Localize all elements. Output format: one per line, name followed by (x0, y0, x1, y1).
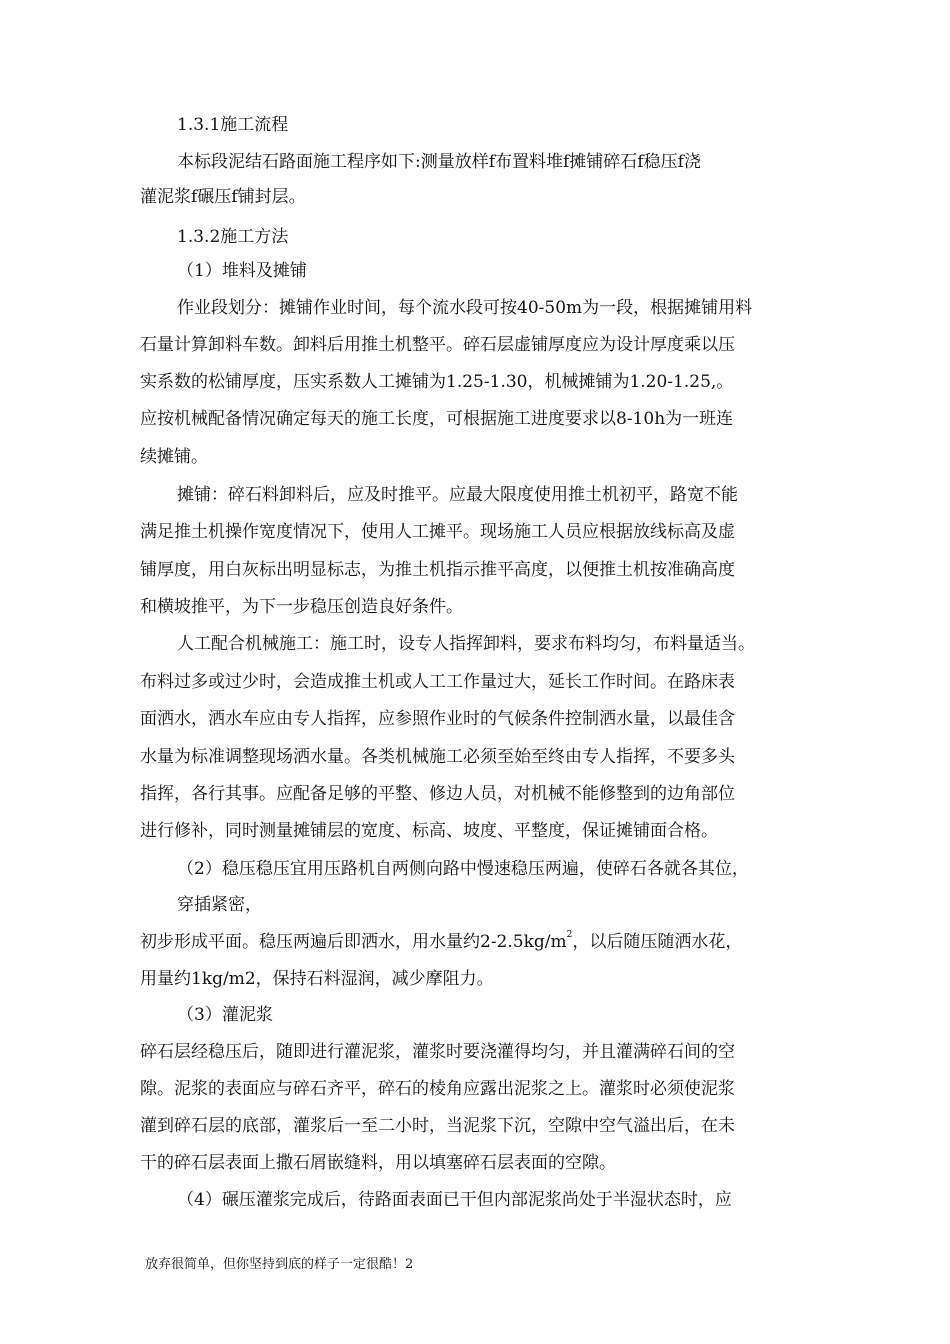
paragraph-line: 灌泥浆f碾压f铺封层。 (140, 187, 306, 207)
paragraph-line: 应按机械配备情况确定每天的施工长度，可根据施工进度要求以8-10h为一班连 (140, 409, 734, 429)
paragraph-line: 本标段泥结石路面施工程序如下:测量放样f布置料堆f摊铺碎石f稳压f浇 (177, 152, 701, 172)
line-text: ，以后随压随洒水花， (572, 932, 743, 952)
paragraph-line: 续摊铺。 (140, 447, 208, 467)
paragraph-line: 碎石层经稳压后，随即进行灌泥浆，灌浆时要浇灌得均匀，并且灌满碎石间的空 (140, 1042, 735, 1062)
paragraph-line: 人工配合机械施工：施工时，设专人指挥卸料，要求布料均匀，布料量适当。 (177, 634, 755, 654)
paragraph-line: 石量计算卸料车数。卸料后用推土机整平。碎石层虚铺厚度应为设计厚度乘以压 (140, 335, 735, 355)
paragraph-line: 进行修补，同时测量摊铺层的宽度、标高、坡度、平整度，保证摊铺面合格。 (140, 821, 718, 841)
line-text: 初步形成平面。稳压两遍后即洒水，用水量约2-2.5kg/m (140, 932, 567, 952)
paragraph-line: 水量为标准调整现场洒水量。各类机械施工必须至始至终由专人指挥，不要多头 (140, 747, 735, 767)
superscript: 2 (566, 930, 573, 940)
subheading-1: （1）堆料及摊铺 (177, 261, 307, 281)
paragraph-line: 作业段划分：摊铺作业时间，每个流水段可按40-50m为一段，根据摊铺用料 (177, 298, 753, 318)
paragraph-line: 满足推土机操作宽度情况下，使用人工摊平。现场施工人员应根据放线标高及虚 (140, 522, 735, 542)
paragraph-line: 和横坡推平，为下一步稳压创造良好条件。 (140, 597, 463, 617)
paragraph-line: 摊铺：碎石料卸料后，应及时推平。应最大限度使用推土机初平，路宽不能 (177, 485, 738, 505)
heading-1-3-2: 1.3.2施工方法 (177, 227, 289, 247)
paragraph-line: 穿插紧密， (177, 895, 262, 915)
paragraph-line: 面洒水，洒水车应由专人指挥，应参照作业时的气候条件控制洒水量，以最佳含 (140, 709, 735, 729)
paragraph-line (140, 931, 742, 953)
paragraph-line: 用量约1kg/m2，保持石料湿润，减少摩阻力。 (140, 969, 494, 989)
paragraph-line: 铺厚度，用白灰标出明显标志，为推土机指示推平高度，以便推土机按准确高度 (140, 560, 735, 580)
paragraph-line: 干的碎石层表面上撒石屑嵌缝料，用以填塞碎石层表面的空隙。 (140, 1153, 616, 1173)
subheading-3: （3）灌泥浆 (177, 1005, 273, 1025)
paragraph-line: 灌到碎石层的底部，灌浆后一至二小时，当泥浆下沉，空隙中空气溢出后，在未 (140, 1116, 735, 1136)
heading-1-3-1: 1.3.1施工流程 (177, 115, 289, 135)
paragraph-line: 实系数的松铺厚度，压实系数人工摊铺为1.25-1.30，机械摊铺为1.20-1.25,。 (140, 372, 734, 392)
paragraph-line: 布料过多或过少时，会造成推土机或人工工作量过大，延长工作时间。在路床表 (140, 672, 735, 692)
paragraph-line: 隙。泥浆的表面应与碎石齐平，碎石的棱角应露出泥浆之上。灌浆时必须使泥浆 (140, 1079, 735, 1099)
subheading-2: （2）稳压稳压宜用压路机自两侧向路中慢速稳压两遍，使碎石各就各其位， (177, 859, 749, 879)
page-footer: 放弃很简单，但你坚持到底的样子一定很酷！2 (145, 1257, 414, 1272)
paragraph-line: 指挥，各行其事。应配备足够的平整、修边人员，对机械不能修整到的边角部位 (140, 784, 735, 804)
subheading-4: （4）碾压灌浆完成后，待路面表面已干但内部泥浆尚处于半湿状态时，应 (177, 1190, 732, 1210)
